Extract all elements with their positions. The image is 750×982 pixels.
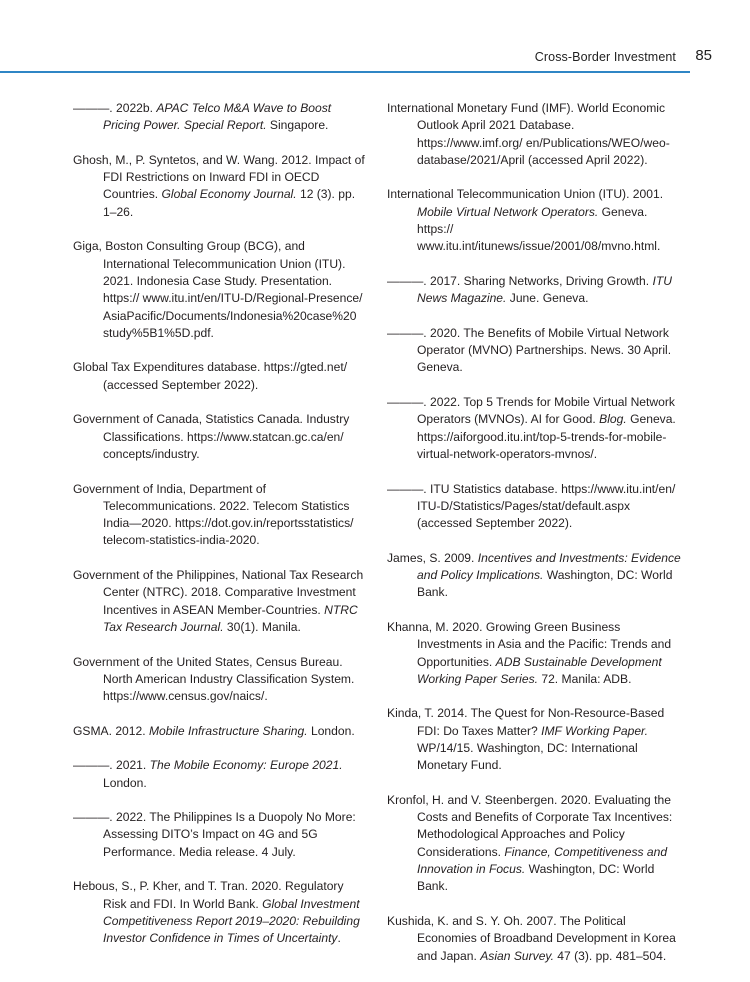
reference-entry: ———. 2017. Sharing Networks, Driving Growth. ITU News Magazine. June. Geneva. (387, 273, 672, 306)
reference-entry: International Monetary Fund (IMF). World Economic Outlook April 2021 Database. https://www.imf.org/ en/Publications/WEO/weo-database/2021/April (accessed April 2022). (387, 101, 670, 167)
reference-entry: Giga, Boston Consulting Group (BCG), and International Telecommunication Union (ITU). 2021. Indonesia Case Study. Presentation. https:// www.itu.int/en/ITU-D/Regional-Presence/ AsiaPacific/Documents/Indonesia%20case%20 study%5B1%5D.pdf. (73, 239, 363, 340)
reference-entry: Kinda, T. 2014. The Quest for Non-Resource-Based FDI: Do Taxes Matter? IMF Working Paper. WP/14/15. Washington, DC: International Monetary Fund. (387, 706, 665, 773)
reference-entry: GSMA. 2012. Mobile Infrastructure Sharing. London. (73, 723, 355, 738)
reference-entry: ———. 2022. Top 5 Trends for Mobile Virtual Network Operators (MVNOs). AI for Good. Blog. Geneva. https://aiforgood.itu.int/top-5-trends-for-mobile- virtual-network-operators-mvnos/. (387, 395, 676, 461)
reference-entry: Global Tax Expenditures database. https://gted.net/ (accessed September 2022). (73, 360, 348, 392)
reference-entry: Kronfol, H. and V. Steenbergen. 2020. Evaluating the Costs and Benefits of Corporate Tax Incentives: Methodological Approaches and Policy Considerations. Finance, Competitiveness and Innovation in Focus. Washington, DC: World Bank. (387, 792, 673, 894)
reference-entry: ———. ITU Statistics database. https://www.itu.int/en/ ITU-D/Statistics/Pages/stat/default.aspx (accessed September 2022). (387, 481, 676, 531)
reference-entry: International Telecommunication Union (ITU). 2001. Mobile Virtual Network Operators. Geneva. https:// www.itu.int/itunews/issue/2001/08/mvno.html. (387, 187, 664, 254)
reference-column-left (73, 100, 369, 965)
reference-entry: ———. 2022b. APAC Telco M&A Wave to Boost Pricing Power. Special Report. Singapore. (73, 101, 332, 133)
reference-entry: Kushida, K. and S. Y. Oh. 2007. The Political Economies of Broadband Development in Korea and Japan. Asian Survey. 47 (3). pp. 481–504. (387, 913, 676, 963)
reference-entry: Hebous, S., P. Kher, and T. Tran. 2020. Regulatory Risk and FDI. In World Bank. Global Investment Competitiveness Report 2019–2020: Rebuilding Investor Confidence in Times of Uncertainty. (73, 879, 360, 946)
reference-entry: ———. 2021. The Mobile Economy: Europe 2021. London. (73, 758, 343, 790)
header-rule (0, 71, 690, 73)
page-header (0, 0, 750, 72)
reference-entry: ———. 2020. The Benefits of Mobile Virtual Network Operator (MVNO) Partnerships. News. 30 April. Geneva. (387, 325, 672, 375)
reference-entry: ———. 2022. The Philippines Is a Duopoly No More: Assessing DITO’s Impact on 4G and 5G Performance. Media release. 4 July. (73, 810, 356, 859)
reference-entry: Government of Canada, Statistics Canada. Industry Classifications. https://www.statcan.gc.ca/en/ concepts/industry. (73, 412, 350, 461)
reference-entry: Ghosh, M., P. Syntetos, and W. Wang. 2012. Impact of FDI Restrictions on Inward FDI in OECD Countries. Global Economy Journal. 12 (3). pp. 1–26. (73, 152, 365, 219)
reference-entry: Khanna, M. 2020. Growing Green Business Investments in Asia and the Pacific: Trends and Opportunities. ADB Sustainable Development Working Paper Series. 72. Manila: ADB. (387, 619, 672, 686)
reference-entry: Government of the United States, Census Bureau. North American Industry Classification System. https://www.census.gov/naics/. (73, 654, 355, 704)
reference-entry: James, S. 2009. Incentives and Investments: Evidence and Policy Implications. Washington, DC: World Bank. (387, 550, 681, 600)
reference-column-right (387, 100, 683, 982)
reference-entry: Government of the Philippines, National Tax Research Center (NTRC). 2018. Comparative Investment Incentives in ASEAN Member-Countries. NTRC Tax Research Journal. 30(1). Manila. (73, 568, 364, 634)
reference-entry: Government of India, Department of Telecommunications. 2022. Telecom Statistics India—2020. https://dot.gov.in/reportsstatistics/ telecom-statistics-india-2020. (73, 481, 354, 548)
page-number: 85 (695, 47, 712, 64)
running-head: Cross-Border Investment (534, 50, 676, 64)
